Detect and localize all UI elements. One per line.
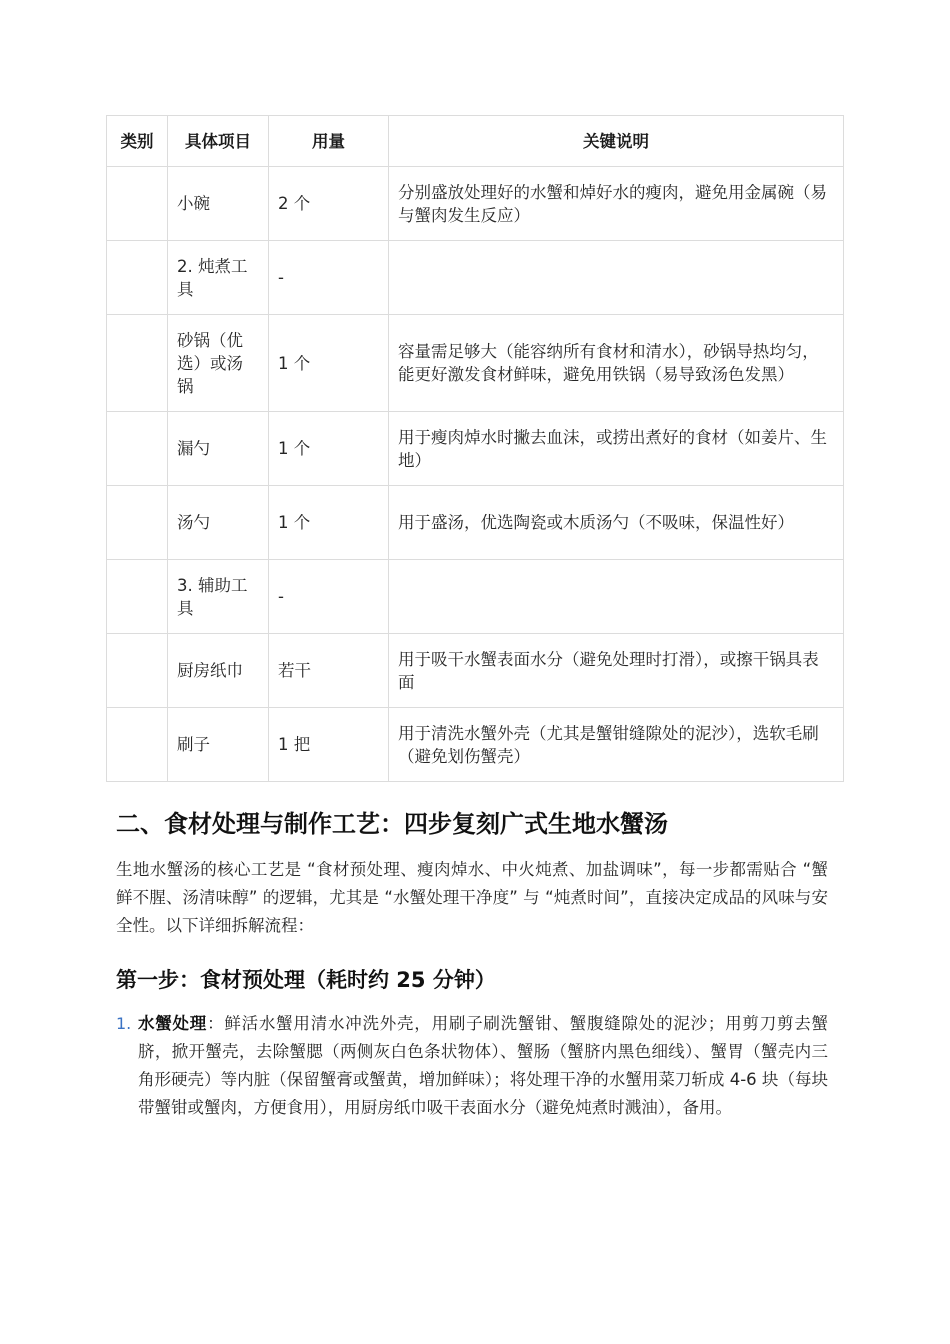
cell-note (389, 241, 844, 315)
cell-item: 3. 辅助工具 (168, 560, 269, 634)
cell-note: 用于盛汤，优选陶瓷或木质汤勺（不吸味，保温性好） (389, 486, 844, 560)
cell-category (107, 315, 168, 412)
cell-quantity: 2 个 (269, 167, 389, 241)
cell-note (389, 560, 844, 634)
cell-note: 用于瘦肉焯水时撇去血沫，或捞出煮好的食材（如姜片、生地） (389, 412, 844, 486)
table-row (107, 241, 844, 315)
table-row (107, 560, 844, 634)
cell-note: 用于吸干水蟹表面水分（避免处理时打滑），或擦干锅具表面 (389, 634, 844, 708)
cell-category (107, 167, 168, 241)
list-item-body (138, 1010, 828, 1122)
header-item: 具体项目 (168, 116, 269, 167)
cell-category (107, 708, 168, 782)
cell-note: 容量需足够大（能容纳所有食材和清水），砂锅导热均匀，能更好激发食材鲜味，避免用铁锅（易导致汤色发黑） (389, 315, 844, 412)
cell-item: 刷子 (168, 708, 269, 782)
table-row (107, 634, 844, 708)
table-row (107, 167, 844, 241)
table-row (107, 486, 844, 560)
cell-item: 厨房纸巾 (168, 634, 269, 708)
list-item-number: 1. (116, 1014, 132, 1033)
table-row (107, 315, 844, 412)
cell-quantity: 1 个 (269, 412, 389, 486)
cell-item: 小碗 (168, 167, 269, 241)
list-item-label: 水蟹处理 (138, 1014, 208, 1033)
header-quantity: 用量 (269, 116, 389, 167)
table-row (107, 412, 844, 486)
cell-quantity: - (269, 560, 389, 634)
cell-quantity: 1 把 (269, 708, 389, 782)
header-category: 类别 (107, 116, 168, 167)
cell-category (107, 412, 168, 486)
cell-item: 漏勺 (168, 412, 269, 486)
cell-category (107, 634, 168, 708)
cell-quantity: 1 个 (269, 315, 389, 412)
cell-category (107, 486, 168, 560)
section-intro-paragraph: 生地水蟹汤的核心工艺是 “食材预处理、瘦肉焯水、中火炖煮、加盐调味”，每一步都需贴合 “蟹鲜不腥、汤清味醇” 的逻辑，尤其是 “水蟹处理干净度” 与 “炖煮时间”，直接决定成品的风味与安全性。以下详细拆解流程： (116, 860, 828, 935)
table-row (107, 708, 844, 782)
cell-item: 砂锅（优选）或汤锅 (168, 315, 269, 412)
cell-note: 分别盛放处理好的水蟹和焯好水的瘦肉，避免用金属碗（易与蟹肉发生反应） (389, 167, 844, 241)
kitchen-tools-table (106, 115, 844, 782)
step-one-heading: 第一步：食材预处理（耗时约 25 分钟） (116, 968, 496, 992)
cell-category (107, 560, 168, 634)
list-item-text: ：鲜活水蟹用清水冲洗外壳，用刷子刷洗蟹钳、蟹腹缝隙处的泥沙；用剪刀剪去蟹脐，掀开蟹壳，去除蟹腮（两侧灰白色条状物体）、蟹肠（蟹脐内黑色细线）、蟹胃（蟹壳内三角形硬壳）等内脏（保留蟹膏或蟹黄，增加鲜味）；将处理干净的水蟹用菜刀斩成 4-6 块（每块带蟹钳或蟹肉，方便食用），用厨房纸巾吸干表面水分（避免炖煮时溅油），备用。 (138, 1014, 829, 1117)
cell-quantity: 1 个 (269, 486, 389, 560)
header-note: 关键说明 (389, 116, 844, 167)
section-heading: 二、食材处理与制作工艺：四步复刻广式生地水蟹汤 (116, 810, 668, 838)
cell-note: 用于清洗水蟹外壳（尤其是蟹钳缝隙处的泥沙），选软毛刷（避免划伤蟹壳） (389, 708, 844, 782)
cell-category (107, 241, 168, 315)
cell-quantity: 若干 (269, 634, 389, 708)
cell-item: 2. 炖煮工具 (168, 241, 269, 315)
cell-item: 汤勺 (168, 486, 269, 560)
cell-quantity: - (269, 241, 389, 315)
table-header-row (107, 116, 844, 167)
